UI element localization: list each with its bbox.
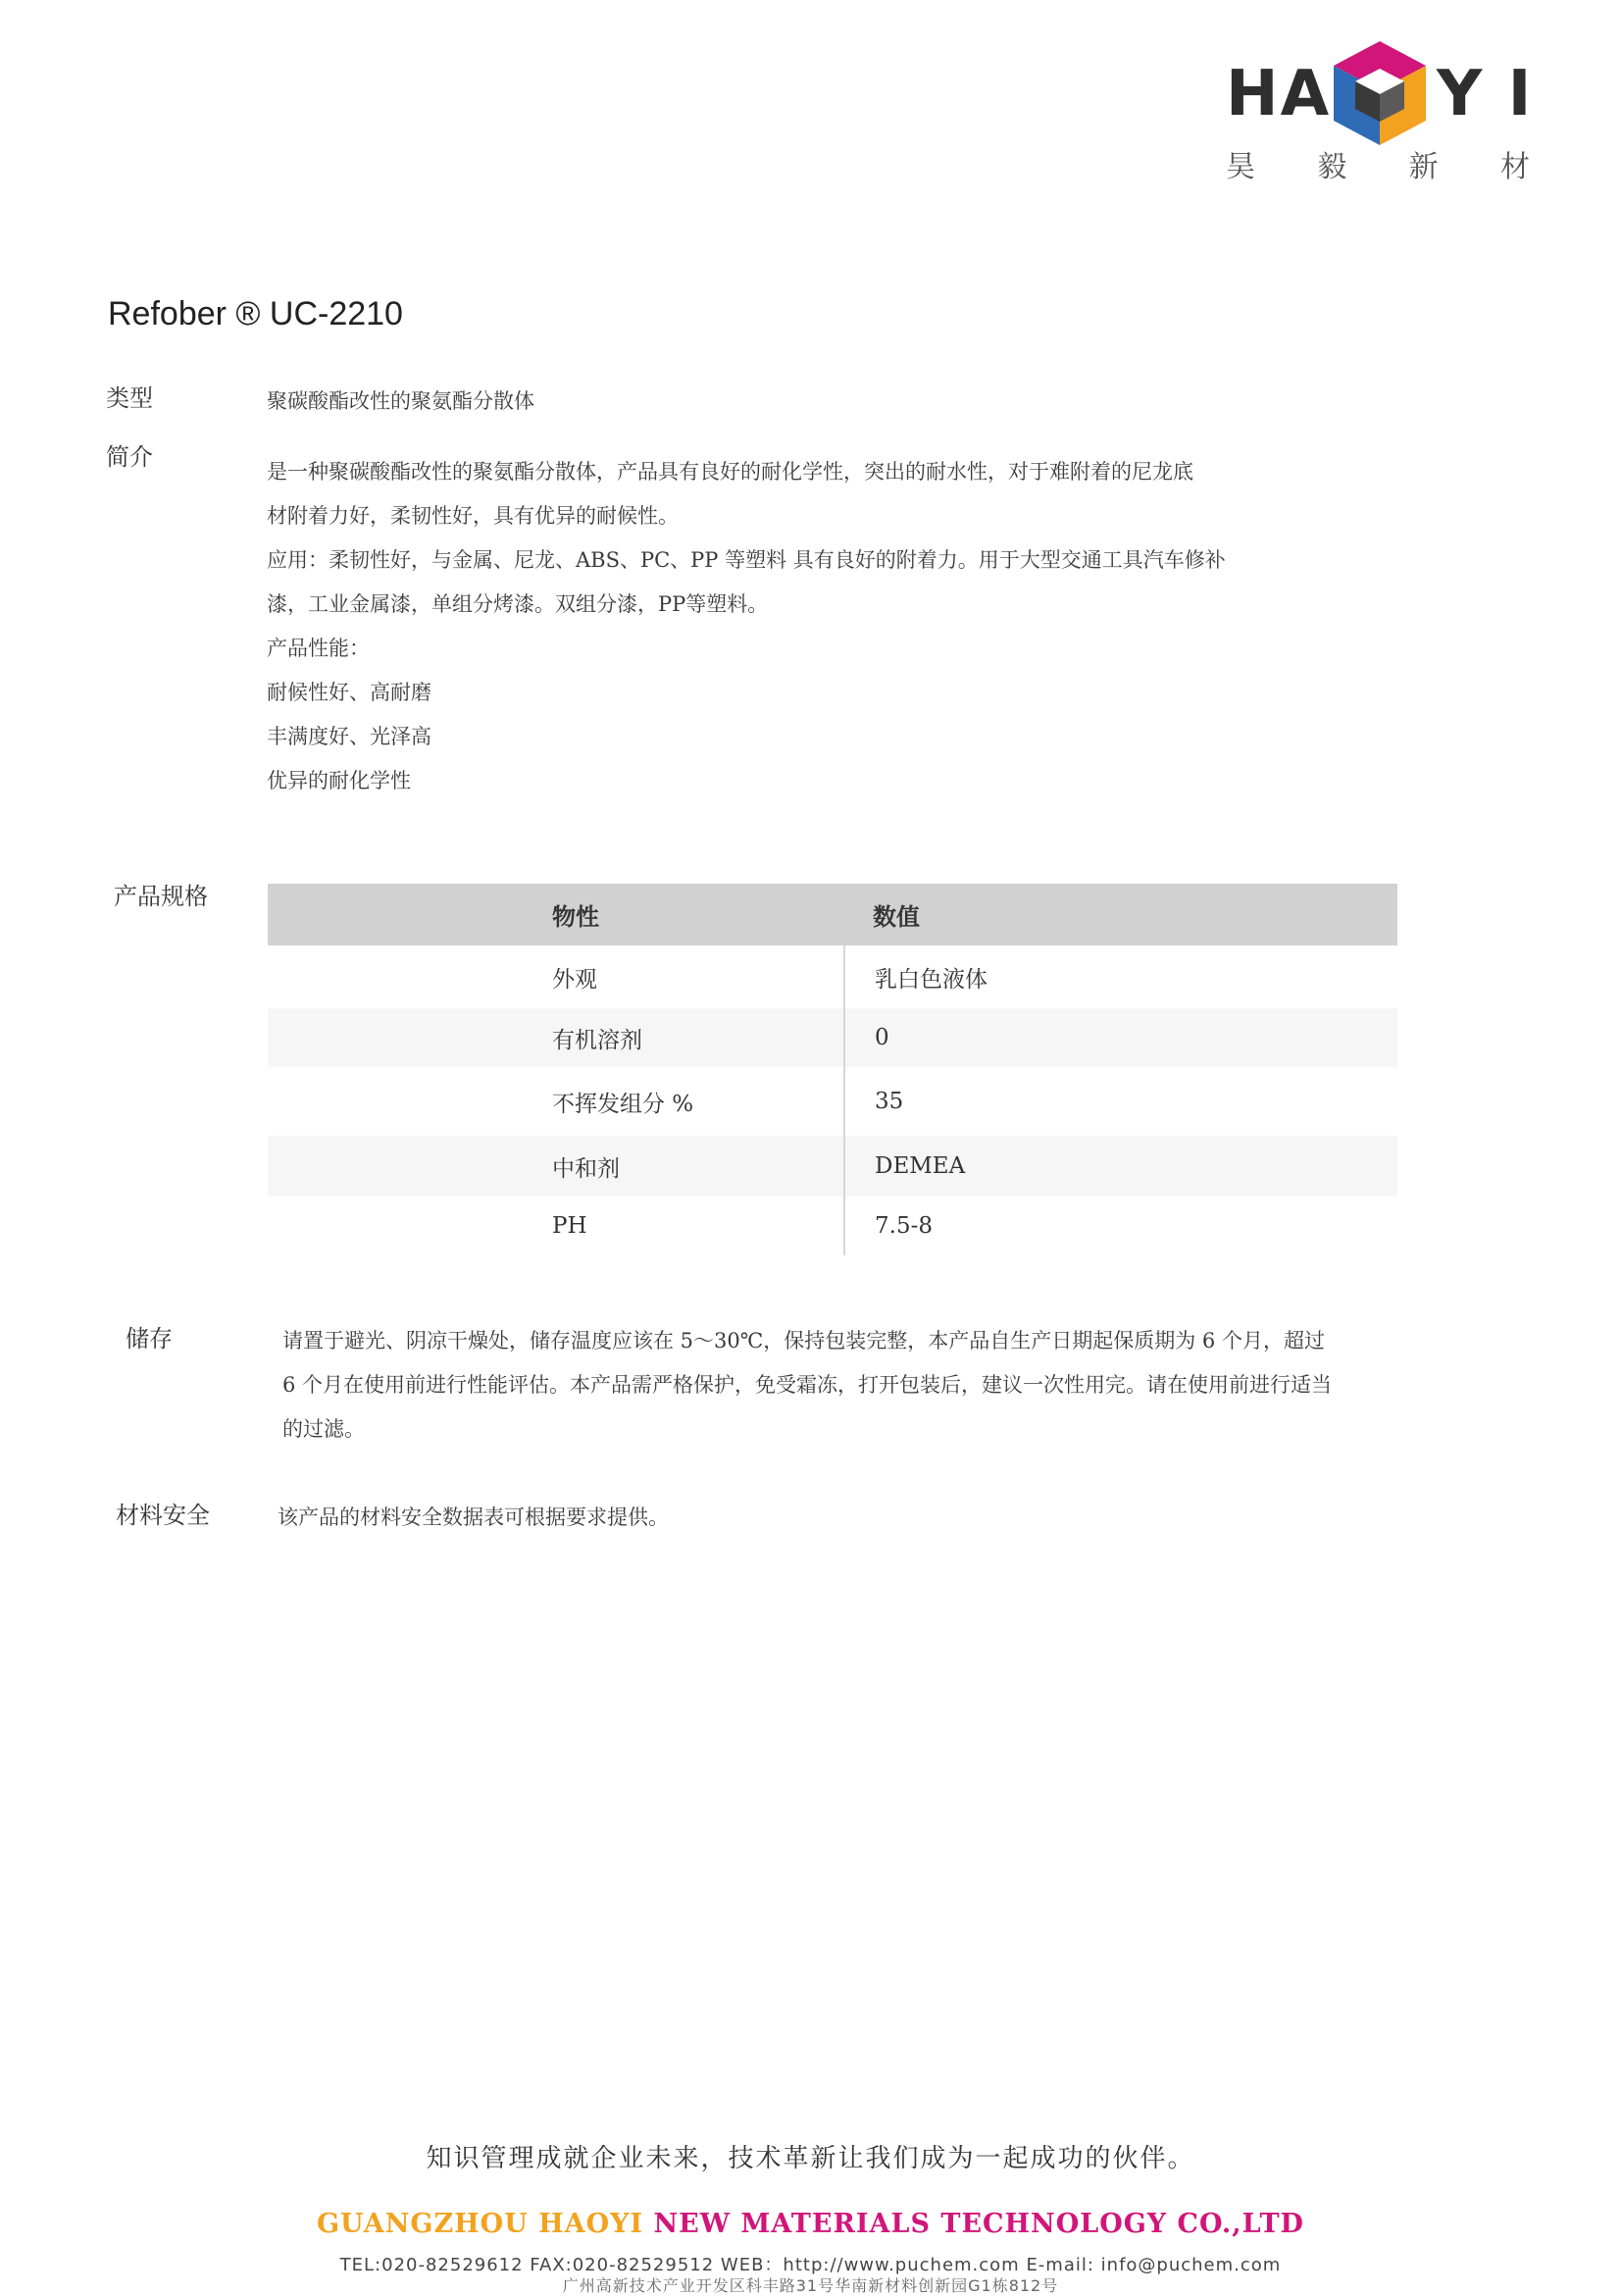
company-name-part-b: NEW MATERIALS TECHNOLOGY CO.,LTD (653, 2209, 1304, 2239)
company-logo (1226, 39, 1540, 186)
footer-company-name (0, 2209, 1621, 2239)
safety-text: 该产品的材料安全数据表可根据要求提供。 (278, 1505, 669, 1529)
spec-table-header (268, 884, 1397, 945)
type-text: 聚碳酸酯改性的聚氨酯分散体 (267, 389, 534, 413)
table-row (268, 1136, 1397, 1197)
storage-label: 储存 (126, 1325, 173, 1352)
row-property: 有机溶剂 (552, 1027, 642, 1053)
footer-slogan: 知识管理成就企业未来，技术革新让我们成为一起成功的伙伴。 (426, 2144, 1195, 2173)
storage-line: 6 个月在使用前进行性能评估。本产品需严格保护，免受霜冻，打开包装后，建议一次性用完。请在使用前进行适当 (282, 1373, 1333, 1397)
intro-line: 产品性能： (267, 637, 370, 660)
storage-text (282, 1319, 1332, 1452)
row-value: 7.5-8 (843, 1197, 1397, 1255)
spec-label: 产品规格 (114, 883, 208, 910)
row-property: PH (552, 1213, 587, 1239)
table-row (268, 945, 1397, 1008)
intro-line: 是一种聚碳酸酯改性的聚氨酯分散体，产品具有良好的耐化学性，突出的耐水性，对于难附着的尼龙底 (267, 460, 1193, 484)
row-property: 不挥发组分 % (552, 1091, 694, 1117)
product-title: Refober ® UC-2210 (108, 295, 403, 332)
footer-contact: TEL:020-82529612 FAX:020-82529512 WEB：http://www.puchem.com E-mail: info@puchem.com (339, 2255, 1282, 2275)
intro-text (267, 450, 1226, 803)
intro-line: 优异的耐化学性 (267, 769, 411, 792)
company-name-part-a: GUANGZHOU HAOYI (317, 2209, 644, 2239)
logo-word-left: HA (1226, 58, 1332, 130)
intro-label: 简介 (106, 443, 153, 471)
table-row (268, 1197, 1397, 1255)
row-property: 中和剂 (552, 1155, 620, 1182)
intro-line: 耐候性好、高耐磨 (267, 681, 431, 704)
type-label: 类型 (106, 384, 153, 412)
storage-line: 的过滤。 (282, 1417, 365, 1441)
row-value: DEMEA (843, 1136, 1397, 1197)
intro-line: 应用：柔韧性好，与金属、尼龙、ABS、PC、PP 等塑料 具有良好的附着力。用于大型交通工具汽车修补 (267, 548, 1226, 572)
table-row (268, 1067, 1397, 1136)
logo-cube-icon (1326, 39, 1434, 147)
table-row (268, 1008, 1397, 1067)
row-value: 乳白色液体 (843, 945, 1397, 1008)
storage-line: 请置于避光、阴凉干燥处，储存温度应该在 5～30℃，保持包装完整，本产品自生产日期起保质期为 6 个月，超过 (282, 1329, 1325, 1352)
safety-label: 材料安全 (116, 1502, 210, 1529)
header-property: 物性 (552, 902, 599, 931)
row-value: 0 (843, 1008, 1397, 1067)
intro-line: 材附着力好，柔韧性好，具有优异的耐候性。 (267, 504, 679, 528)
logo-word-right: Y I (1437, 58, 1534, 130)
intro-line: 漆，工业金属漆，单组分烤漆。双组分漆，PP等塑料。 (267, 592, 769, 616)
intro-line: 丰满度好、光泽高 (267, 725, 431, 748)
logo-chinese-name: 昊 毅 新 材 (1226, 150, 1530, 184)
row-property: 外观 (552, 966, 597, 993)
footer-address: 广州高新技术产业开发区科丰路31号华南新材料创新园G1栋812号 (562, 2276, 1059, 2295)
header-value: 数值 (873, 902, 920, 931)
spec-table (268, 884, 1397, 1255)
row-value: 35 (843, 1067, 1397, 1136)
